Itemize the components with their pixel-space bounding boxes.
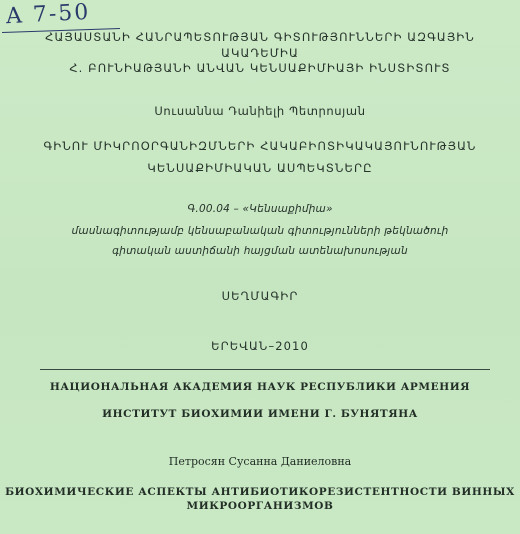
armenian-institute: Հ. ԲՈՒՆԻԱԹՅԱՆԻ ԱՆՎԱՆ ԿԵՆՍԱՔԻՄԻԱՅԻ ԻՆՍՏԻՏՈՒՏ — [69, 61, 451, 75]
armenian-academy-line2: ԱԿԱԴԵՄԻԱ — [221, 46, 299, 60]
russian-author: Петросян Сусанна Даниеловна — [168, 455, 352, 468]
armenian-academy-line1: ՀԱՅԱՍՏԱՆԻ ՀԱՆՐԱՊԵՏՈՒԹՅԱՆ ԳԻՏՈՒԹՅՈՒՆՆԵՐԻ ԱԶԳԱՅԻՆ — [45, 30, 475, 44]
armenian-abstract-label: ՍԵՂՄԱԳԻՐ — [221, 289, 299, 303]
russian-title-line1: БИОХИМИЧЕСКИЕ АСПЕКТЫ АНТИБИОТИКОРЕЗИСТЕНТНОСТИ ВИННЫХ — [5, 486, 515, 498]
section-divider — [40, 369, 490, 370]
armenian-title-line1: ԳԻՆՈՒ ՄԻԿՐՈՕՐԳԱՆԻԶՄՆԵՐԻ ՀԱԿԱԲԻՈՏԻԿԱԿԱՅՈՒՆՈՒԹՅԱՆ — [43, 139, 477, 153]
armenian-author: Սուսաննա Դանիելի Պետրոսյան — [154, 104, 366, 118]
armenian-degree-line2: գիտական աստիճանի հայցման ատենախոսության — [112, 245, 408, 257]
armenian-degree-line1: մասնագիտությամբ կենսաբանական գիտությունների թեկնածուի — [71, 225, 449, 237]
russian-institute: ИНСТИТУТ БИОХИМИИ ИМЕНИ Г. БУНЯТЯНА — [102, 408, 418, 420]
armenian-title-line2: ԿԵՆՍԱՔԻՄԻԱԿԱՆ ԱՍՊԵԿՏՆԵՐԸ — [147, 161, 373, 175]
armenian-city-year: ԵՐԵՎԱՆ–2010 — [211, 339, 309, 353]
library-stamp: A 7-50 — [5, 0, 91, 30]
russian-title-line2: МИКРООРГАНИЗМОВ — [186, 500, 334, 512]
russian-academy: НАЦИОНАЛЬНАЯ АКАДЕМИЯ НАУК РЕСПУБЛИКИ АРМЕНИЯ — [49, 381, 471, 393]
armenian-specialty: Գ.00.04 – «Կենսաքիմիա» — [187, 203, 333, 215]
